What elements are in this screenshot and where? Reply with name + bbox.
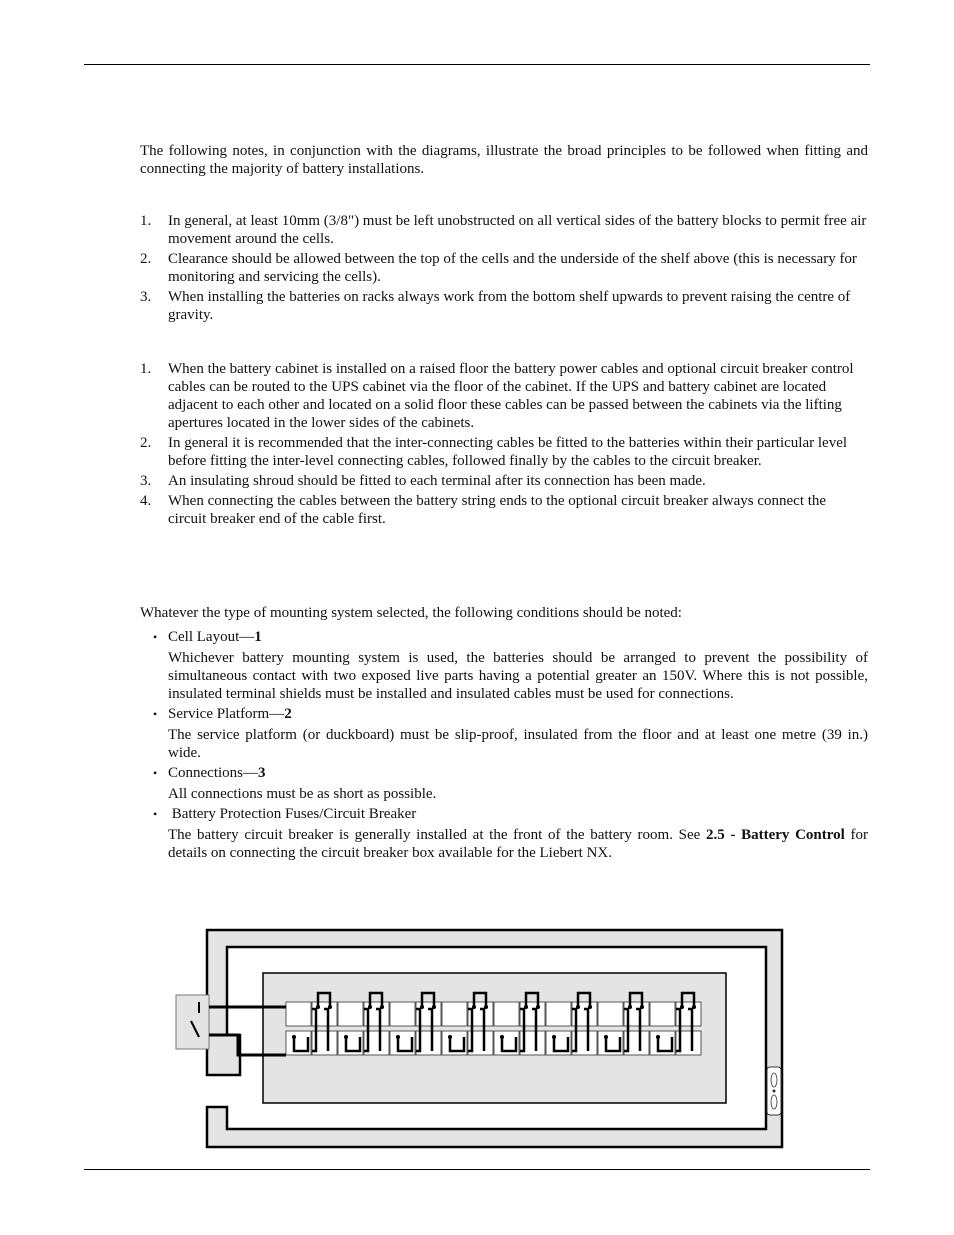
list-item: 3. An insulating shroud should be fitted to each terminal after its connection has been made. — [140, 473, 706, 489]
header-rule — [84, 64, 870, 65]
fan-hub-icon — [773, 1090, 776, 1093]
notes-a-list — [140, 212, 868, 324]
notes-a-block — [140, 212, 868, 326]
conditions-block — [140, 604, 868, 864]
terminal — [500, 1035, 504, 1039]
notes-b-block — [140, 360, 868, 530]
list-item: 1. When the battery cabinet is installed on a raised floor the battery power cables and optional circuit breaker control cables can be routed to the UPS cabinet via the floor of the cabinet. If the UPS and battery cabinet are located adjacent to each other and located on a solid floor these cables can be passed between the cabinets via the lifting apertures located in the lower sides of the cabinets. — [140, 361, 854, 431]
battery-cell — [286, 1002, 311, 1026]
list-item: 1. In general, at least 10mm (3/8") must be left unobstructed on all vertical sides of the battery blocks to permit free air movement around the cells. — [140, 213, 867, 247]
list-item: • Connections—3 All connections must be as short as possible. — [153, 765, 437, 802]
terminal — [604, 1035, 608, 1039]
battery-cell — [390, 1002, 415, 1026]
list-item: • Battery Protection Fuses/Circuit Breaker The battery circuit breaker is generally installed at the front of the battery room. See 2.5 - Battery Control for details on connecting the circuit breaker box available for the Liebert NX. — [153, 806, 869, 861]
terminal — [292, 1035, 296, 1039]
bullet-icon: • — [153, 707, 158, 721]
list-item: • Cell Layout—1 Whichever battery mounting system is used, the batteries should be arranged to prevent the possibility of simultaneous contact with two exposed live parts having a potential greater an 150V. Where this is not possible, insulated terminal shields must be installed and insulated cables must be used for connections. — [153, 629, 868, 702]
list-item: 4. When connecting the cables between the battery string ends to the optional circuit breaker always connect the circuit breaker end of the cable first. — [140, 493, 827, 527]
bullet-icon: • — [153, 807, 158, 821]
list-item: 2. Clearance should be allowed between the top of the cells and the underside of the shelf above (this is necessary for monitoring and servicing the cells). — [140, 251, 857, 285]
list-item: • Service Platform—2 The service platform (or duckboard) must be slip-proof, insulated from the floor and at least one metre (39 in.) wide. — [153, 706, 868, 761]
battery-cell — [338, 1002, 363, 1026]
terminal — [448, 1035, 452, 1039]
battery-cell — [598, 1002, 623, 1026]
battery-installation-diagram — [170, 925, 790, 1155]
intro-block — [140, 142, 868, 178]
list-item: 3. When installing the batteries on racks always work from the bottom shelf upwards to prevent raising the centre of gravity. — [140, 289, 851, 323]
intro-paragraph: The following notes, in conjunction with the diagrams, illustrate the broad principles to be followed when fitting and connecting the majority of battery installations. — [140, 143, 868, 177]
terminal — [552, 1035, 556, 1039]
battery-cell — [442, 1002, 467, 1026]
battery-cell — [494, 1002, 519, 1026]
section-reference[interactable]: 2.5 - Battery Control — [705, 827, 845, 843]
bullet-icon: • — [153, 630, 158, 644]
terminal — [396, 1035, 400, 1039]
conditions-intro: Whatever the type of mounting system selected, the following conditions should be noted: — [140, 605, 682, 621]
notes-b-list — [140, 360, 868, 528]
bullet-icon: • — [153, 766, 158, 780]
battery-cell — [650, 1002, 675, 1026]
footer-rule — [84, 1169, 870, 1170]
conditions-list — [140, 628, 868, 862]
terminal — [656, 1035, 660, 1039]
battery-cell — [546, 1002, 571, 1026]
list-item: 2. In general it is recommended that the inter-connecting cables be fitted to the batteries within their particular level before fitting the inter-level connecting cables, followed finally by the cables to the circuit breaker. — [140, 435, 848, 469]
terminal — [344, 1035, 348, 1039]
